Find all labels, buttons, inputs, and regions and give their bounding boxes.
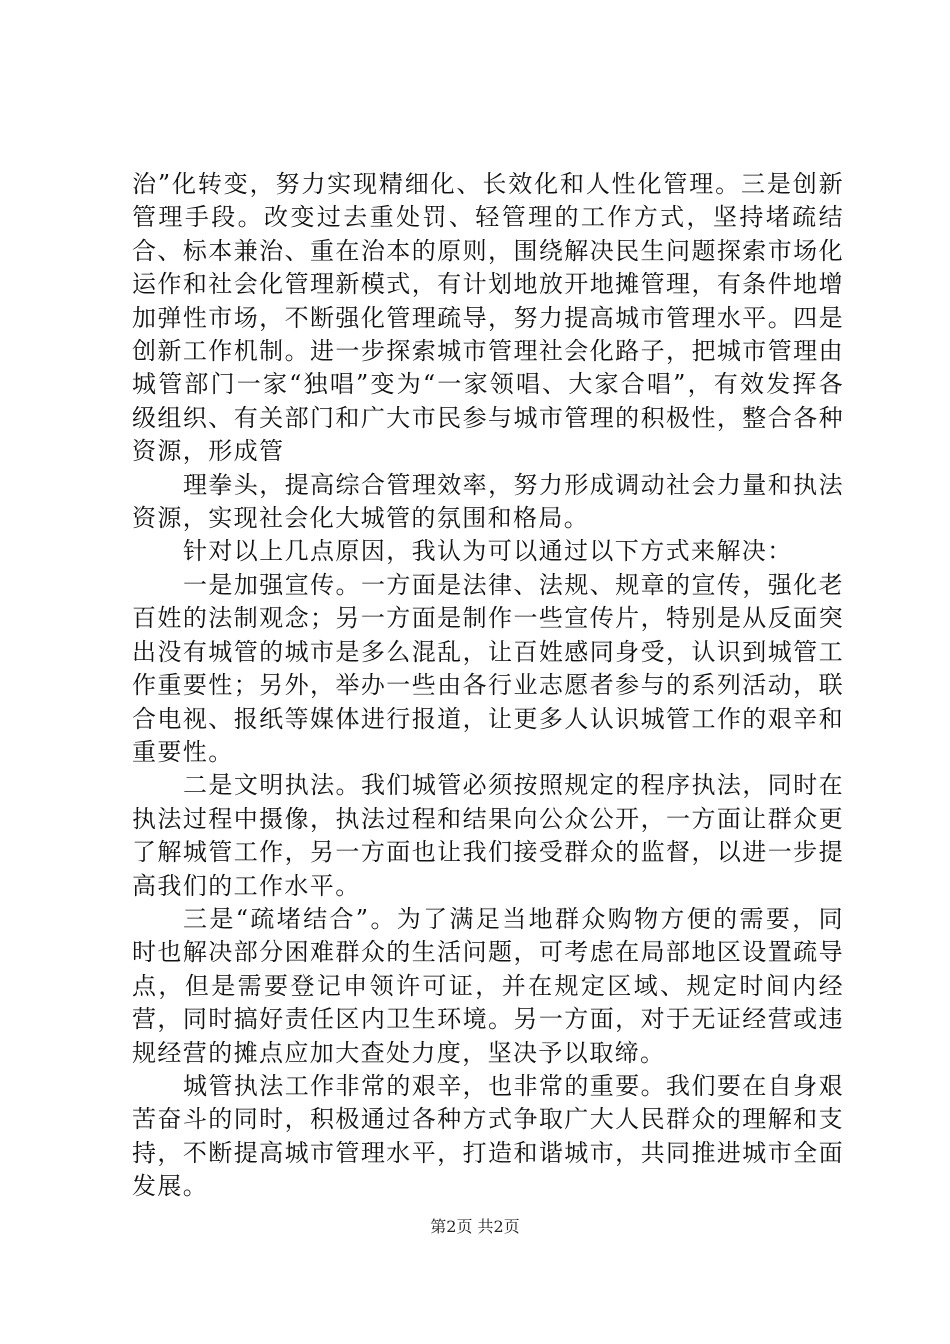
paragraph-publicity: 一是加强宣传。一方面是法律、法规、规章的宣传，强化老百姓的法制观念；另一方面是制作一些宣传片，特别是从反面突出没有城管的城市是多么混乱，让百姓感同身受，认识到城管工作重要性；另外，举办一些由各行业志愿者参与的系列活动，联合电视、报纸等媒体进行报道，让更多人认识城管工作的艰辛和重要性。 (132, 570, 844, 766)
page-footer: 第2页 共2页 (430, 1217, 520, 1236)
paragraph-continuation: 治”化转变，努力实现精细化、长效化和人性化管理。三是创新管理手段。改变过去重处罚、轻管理的工作方式，坚持堵疏结合、标本兼治、重在治本的原则，围绕解决民生问题探索市场化运作和社会化管理新模式，有计划地放开地摊管理，有条件地增加弹性市场，不断强化管理疏导，努力提高城市管理水平。四是创新工作机制。进一步探索城市管理社会化路子，把城市管理由城管部门一家“独唱”变为“一家领唱、大家合唱”，有效发挥各级组织、有关部门和广大市民参与城市管理的积极性，整合各种资源，形成管 (132, 170, 844, 466)
paragraph-solutions-intro: 针对以上几点原因，我认为可以通过以下方式来解决： (183, 537, 793, 566)
paragraph-conclusion: 城管执法工作非常的艰辛，也非常的重要。我们要在自身艰苦奋斗的同时，积极通过各种方式争取广大人民群众的理解和支持，不断提高城市管理水平，打造和谐城市，共同推进城市全面发展。 (132, 1071, 844, 1201)
paragraph-continuation-tail: 理拳头，提高综合管理效率，努力形成调动社会力量和执法资源，实现社会化大城管的氛围和格局。 (132, 470, 844, 533)
paragraph-civil-enforcement: 二是文明执法。我们城管必须按照规定的程序执法，同时在执法过程中摄像，执法过程和结果向公众公开，一方面让群众更了解城管工作，另一方面也让我们接受群众的监督，以进一步提高我们的工作水平。 (132, 771, 844, 900)
document-body (132, 168, 844, 1204)
paragraph-guidance-and-blocking: 三是“疏堵结合”。为了满足当地群众购物方便的需要，同时也解决部分困难群众的生活问题，可考虑在局部地区设置疏导点，但是需要登记申领许可证，并在规定区域、规定时间内经营，同时搞好责任区内卫生环境。另一方面，对于无证经营或违规经营的摊点应加大查处力度，坚决予以取缔。 (132, 904, 844, 1067)
